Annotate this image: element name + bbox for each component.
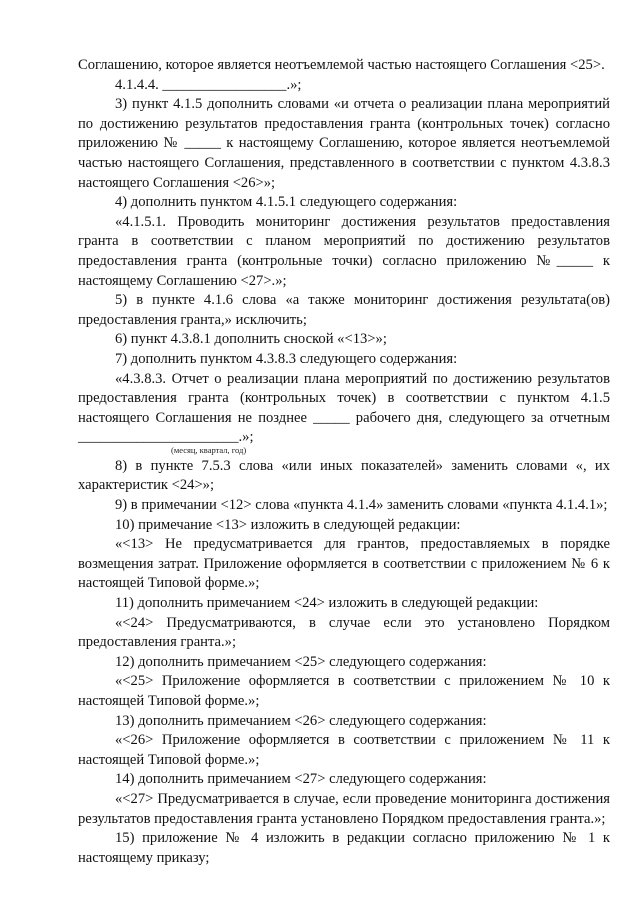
paragraph-item-9: 9) в примечании <12> слова «пункта 4.1.4» заменить словами «пункта 4.1.4.1»; xyxy=(115,497,608,514)
paragraph-item-15: 15) приложение № 4 изложить в редакции согласно приложению № 1 к настоящему приказу; xyxy=(78,830,610,866)
paragraph-item-4: 4) дополнить пунктом 4.1.5.1 следующего содержания: xyxy=(115,194,458,211)
paragraph-item-8: 8) в пункте 7.5.3 слова «или иных показателей» заменить словами «, их характеристик <24>»; xyxy=(78,457,610,494)
paragraph-continuation: Соглашению, которое является неотъемлемой частью настоящего Соглашения <25>. xyxy=(78,57,605,73)
paragraph-note-26: «<26> Приложение оформляется в соответствии с приложением № 11 к настоящей Типовой форме.»; xyxy=(78,732,610,768)
paragraph-item-10: 10) примечание <13> изложить в следующей редакции: xyxy=(115,516,461,533)
paragraph-item-13: 13) дополнить примечанием <26> следующего содержания: xyxy=(115,712,487,729)
paragraph-item-5: 5) в пункте 4.1.6 слова «а также мониторинг достижения результата(ов) предоставления гранта,» исключить; xyxy=(78,292,610,328)
paragraph-4-1-4-4: 4.1.4.4. _________________.»; xyxy=(115,76,302,93)
paragraph-item-12: 12) дополнить примечанием <25> следующего содержания: xyxy=(115,653,487,670)
paragraph-note-25: «<25> Приложение оформляется в соответствии с приложением № 10 к настоящей Типовой форме.»; xyxy=(78,673,610,709)
paragraph-item-14: 14) дополнить примечанием <27> следующего содержания: xyxy=(115,771,487,788)
paragraph-item-7: 7) дополнить пунктом 4.3.8.3 следующего содержания: xyxy=(115,350,458,367)
paragraph-note-24: «<24> Предусматриваются, в случае если это установлено Порядком предоставления гранта.»; xyxy=(78,614,610,651)
paragraph-item-3: 3) пункт 4.1.5 дополнить словами «и отчета о реализации плана мероприятий по достижению результатов предоставления гранта (контрольных точек) согласно приложению № _____ к настоящему Соглашению, которое является неотъемлемой частью настоящего Соглашения, представленного в соответствии с пунктом 4.3.8.3 настоящего Соглашения <26>»; xyxy=(78,96,610,191)
document-page xyxy=(78,56,610,868)
paragraph-note-13: «<13> Не предусматривается для грантов, предоставляемых в порядке возмещения затрат. Приложение оформляется в соответствии с приложением № 6 к настоящей Типовой форме.»; xyxy=(78,536,610,592)
paragraph-note-27: «<27> Предусматривается в случае, если проведение мониторинга достижения результатов предоставления гранта установлено Порядком предоставления гранта.»; xyxy=(78,790,610,827)
period-caption: (месяц, квартал, год) xyxy=(171,444,247,455)
paragraph-4-1-5-1: «4.1.5.1. Проводить мониторинг достижения результатов предоставления гранта в соответствии с планом мероприятий по достижению результатов предоставления гранта (контрольные точки) согласно приложению №_____ к настоящему Соглашению <27>.»; xyxy=(78,213,610,289)
paragraph-4-3-8-3: «4.3.8.3. Отчет о реализации плана мероприятий по достижению результатов предоставления гранта (контрольных точек) в соответствии с пунктом 4.1.5 настоящего Соглашения не позднее _____ рабочего дня, следующего за отчетным ______________________.»; xyxy=(78,370,610,446)
paragraph-item-11: 11) дополнить примечанием <24> изложить в следующей редакции: xyxy=(115,595,539,612)
paragraph-item-6: 6) пункт 4.3.8.1 дополнить сноской «<13>»; xyxy=(115,331,387,348)
